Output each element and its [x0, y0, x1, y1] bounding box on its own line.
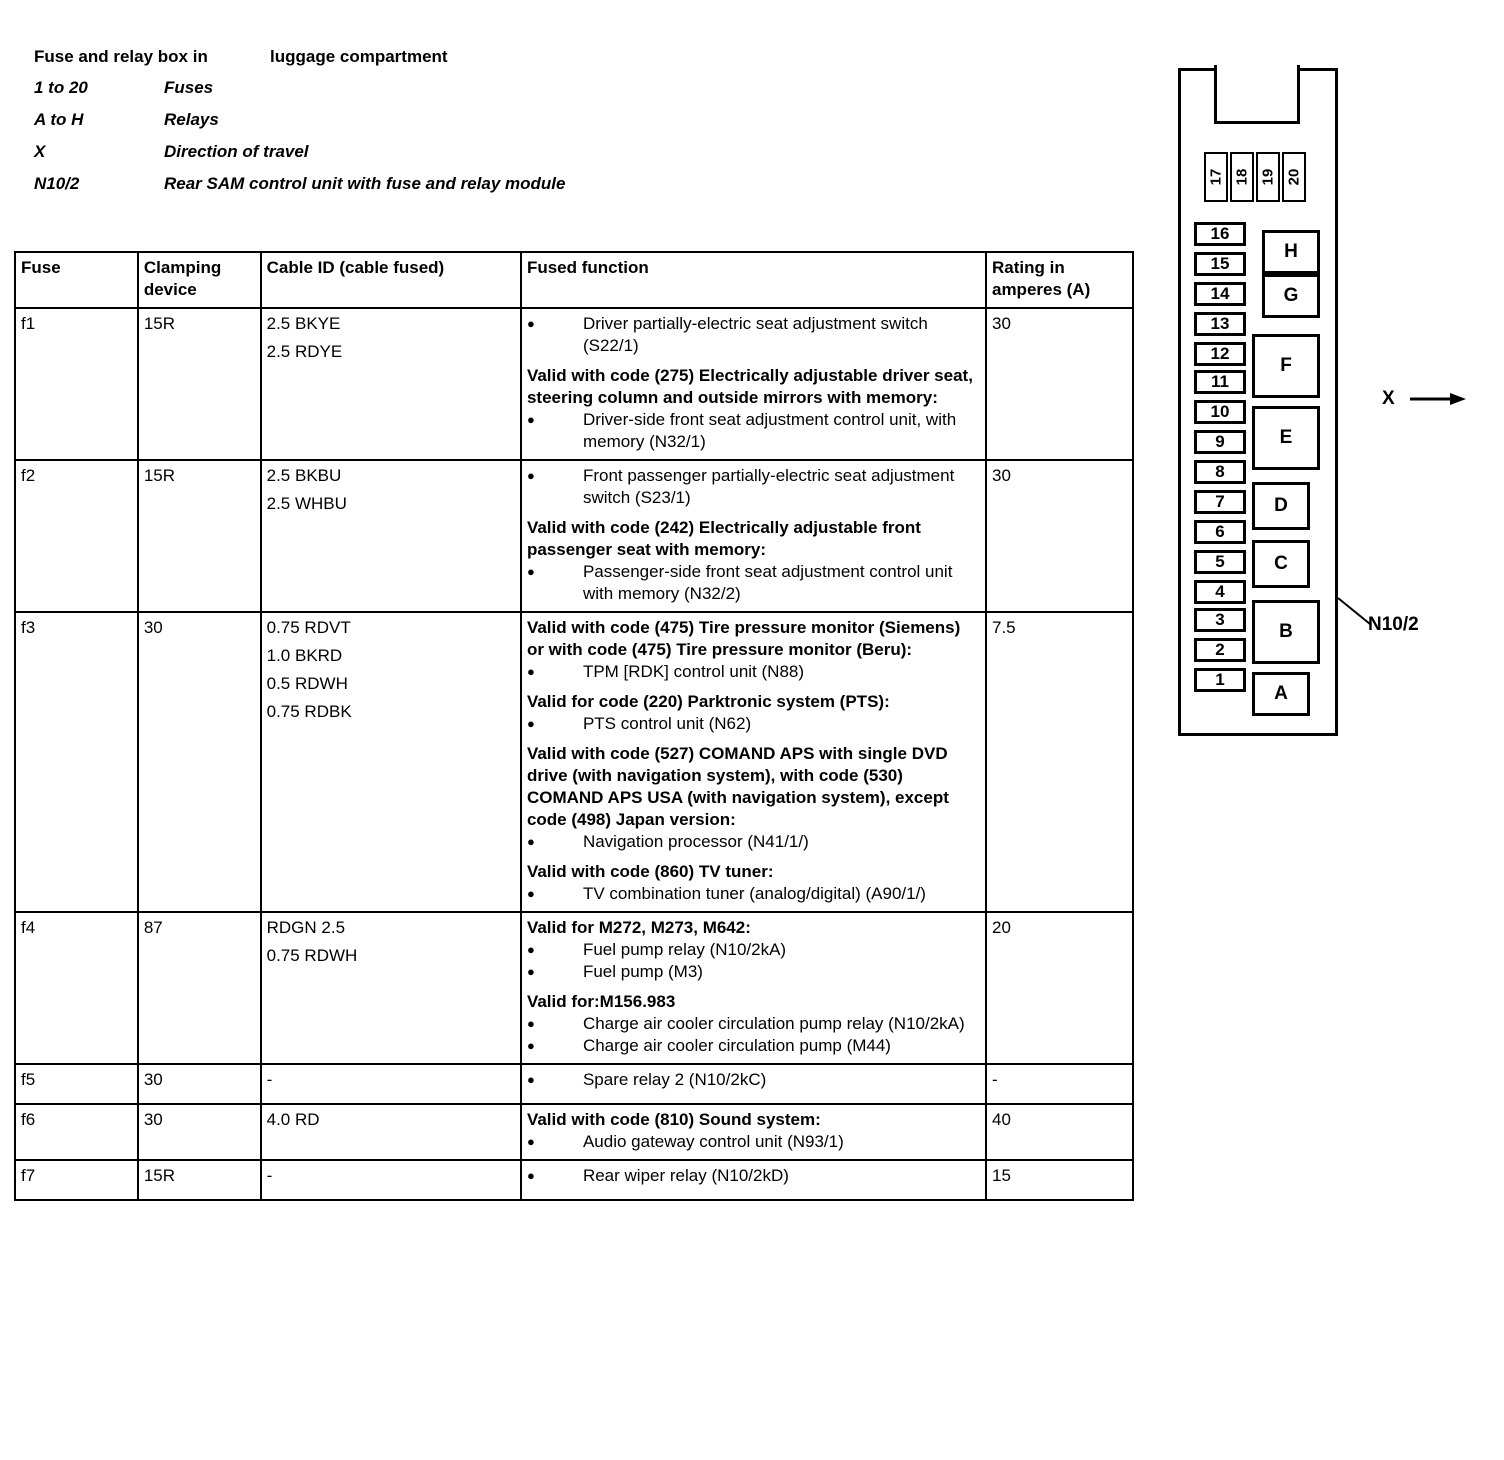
fuse-number: 20	[1285, 168, 1303, 186]
fuse-table-header	[15, 252, 1133, 308]
cable-id: -	[266, 1166, 273, 1185]
function-group	[527, 861, 980, 905]
arrow-right-icon	[1410, 392, 1468, 406]
direction-label-text: X	[1382, 388, 1395, 409]
relay-slot-a: A	[1252, 672, 1310, 716]
fuse-slot-6: 6	[1194, 520, 1246, 544]
legend-title	[34, 42, 565, 72]
relay-slot-e: E	[1252, 406, 1320, 470]
fuse-number: 17	[1207, 168, 1225, 186]
legend-row	[34, 72, 565, 104]
fuse-slot-1: 1	[1194, 668, 1246, 692]
cable-ids	[261, 308, 521, 460]
function-item	[527, 1069, 980, 1091]
function-item	[527, 313, 980, 357]
bullet-icon: ●	[526, 1072, 535, 1087]
validity-condition: Valid with code (242) Electrically adjustable front passenger seat with memory:	[526, 518, 921, 559]
validity-condition: Valid with code (275) Electrically adjustable driver seat, steering column and outside mirrors with memory:	[526, 366, 973, 407]
function-group	[527, 517, 980, 605]
function-text: Passenger-side front seat adjustment control unit with memory (N32/2)	[582, 562, 953, 603]
cable-id: -	[266, 1070, 273, 1089]
fused-function	[521, 1064, 986, 1104]
fuse-row-f3	[15, 612, 1133, 912]
cable-id: 2.5 BKBU	[266, 466, 342, 485]
validity-condition: Valid for code (220) Parktronic system (PTS):	[526, 692, 890, 711]
function-item	[527, 961, 980, 983]
fuse-slot-17	[1204, 152, 1228, 202]
fuse-slot-20	[1282, 152, 1306, 202]
function-text: Spare relay 2 (N10/2kC)	[582, 1070, 767, 1089]
clamping-device: 30	[138, 612, 261, 912]
function-group	[527, 1069, 980, 1091]
function-text: Driver-side front seat adjustment control unit, with memory (N32/1)	[582, 410, 957, 451]
function-text: Rear wiper relay (N10/2kD)	[582, 1166, 789, 1185]
direction-of-travel-label	[1382, 388, 1468, 410]
fuse-row-f7	[15, 1160, 1133, 1200]
relay-slot-h: H	[1262, 230, 1320, 274]
bullet-icon: ●	[526, 564, 535, 579]
fuse-id: f3	[15, 612, 138, 912]
cable-id: 0.75 RDWH	[266, 946, 358, 965]
function-group	[527, 743, 980, 853]
function-text: Fuel pump relay (N10/2kA)	[582, 940, 787, 959]
validity-condition: Valid for M272, M273, M642:	[526, 918, 751, 937]
relay-slot-b: B	[1252, 600, 1320, 664]
legend-row	[34, 104, 565, 136]
fused-function	[521, 1104, 986, 1160]
function-group	[527, 313, 980, 357]
bullet-icon: ●	[526, 1168, 535, 1183]
bullet-icon: ●	[526, 942, 535, 957]
bullet-icon: ●	[526, 886, 535, 901]
function-text: PTS control unit (N62)	[582, 714, 752, 733]
legend-key: X	[34, 142, 46, 161]
clamping-device: 30	[138, 1104, 261, 1160]
fuse-table-body	[15, 308, 1133, 1200]
clamping-device: 15R	[138, 460, 261, 612]
bullet-icon: ●	[526, 964, 535, 979]
fuse-slot-14: 14	[1194, 282, 1246, 306]
function-text: Front passenger partially-electric seat adjustment switch (S23/1)	[582, 466, 955, 507]
function-item	[527, 1013, 980, 1035]
function-item	[527, 1165, 980, 1187]
legend-row	[34, 136, 565, 168]
cable-ids	[261, 460, 521, 612]
header-cable-id: Cable ID (cable fused)	[261, 252, 521, 308]
function-item	[527, 1131, 980, 1153]
fuse-slot-12: 12	[1194, 342, 1246, 366]
clamping-device: 87	[138, 912, 261, 1064]
function-item	[527, 939, 980, 961]
rating-amperes: 7.5	[986, 612, 1133, 912]
function-group	[527, 465, 980, 509]
fuse-slot-3: 3	[1194, 608, 1246, 632]
fuse-row-f4	[15, 912, 1133, 1064]
fuse-slot-8: 8	[1194, 460, 1246, 484]
bullet-icon: ●	[526, 1016, 535, 1031]
cable-id: 1.0 BKRD	[266, 646, 343, 665]
fuse-slot-15: 15	[1194, 252, 1246, 276]
function-text: TV combination tuner (analog/digital) (A90/1/)	[582, 884, 926, 903]
function-group	[527, 1109, 980, 1153]
fuse-row-f5	[15, 1064, 1133, 1104]
cable-id: 0.5 RDWH	[266, 674, 348, 693]
cable-ids	[261, 1160, 521, 1200]
function-text: TPM [RDK] control unit (N88)	[582, 662, 805, 681]
bullet-icon: ●	[526, 664, 535, 679]
bullet-icon: ●	[526, 834, 535, 849]
function-item	[527, 883, 980, 905]
header-rating: Rating in amperes (A)	[986, 252, 1133, 308]
validity-condition: Valid for:M156.983	[526, 992, 676, 1011]
cable-id: RDGN 2.5	[266, 918, 346, 937]
clamping-device: 30	[138, 1064, 261, 1104]
function-text: Driver partially-electric seat adjustment switch (S22/1)	[582, 314, 928, 355]
rating-amperes: 30	[986, 308, 1133, 460]
legend-value: Rear SAM control unit with fuse and relay module	[164, 174, 566, 193]
validity-condition: Valid with code (475) Tire pressure monitor (Siemens) or with code (475) Tire pressure monitor (Beru):	[526, 618, 961, 659]
function-text: Charge air cooler circulation pump relay (N10/2kA)	[582, 1014, 965, 1033]
function-text: Audio gateway control unit (N93/1)	[582, 1132, 844, 1151]
fused-function	[521, 460, 986, 612]
bullet-icon: ●	[526, 316, 535, 331]
fuse-slot-11: 11	[1194, 370, 1246, 394]
box-notch	[1214, 65, 1300, 124]
header-fuse: Fuse	[15, 252, 138, 308]
fuse-slot-16: 16	[1194, 222, 1246, 246]
fuse-number: 18	[1233, 168, 1251, 186]
fuse-slot-13: 13	[1194, 312, 1246, 336]
fuse-row-f6	[15, 1104, 1133, 1160]
header-clamping-device: Clamping device	[138, 252, 261, 308]
fuse-id: f2	[15, 460, 138, 612]
function-item	[527, 1035, 980, 1057]
function-item	[527, 661, 980, 683]
legend-value: Relays	[164, 110, 219, 129]
validity-condition: Valid with code (810) Sound system:	[526, 1110, 821, 1129]
function-group	[527, 1165, 980, 1187]
cable-id: 2.5 BKYE	[266, 314, 341, 333]
bullet-icon: ●	[526, 1038, 535, 1053]
function-text: Navigation processor (N41/1/)	[582, 832, 809, 851]
fuse-slot-9: 9	[1194, 430, 1246, 454]
bullet-icon: ●	[526, 412, 535, 427]
fuse-row-f2	[15, 460, 1133, 612]
legend	[34, 42, 565, 200]
fuse-number: 19	[1259, 168, 1277, 186]
function-group	[527, 917, 980, 983]
clamping-device: 15R	[138, 308, 261, 460]
relay-slot-d: D	[1252, 482, 1310, 530]
function-text: Fuel pump (M3)	[582, 962, 703, 981]
function-item	[527, 561, 980, 605]
cable-id: 2.5 RDYE	[266, 342, 343, 361]
fuse-slot-10: 10	[1194, 400, 1246, 424]
cable-id: 0.75 RDBK	[266, 702, 352, 721]
fused-function	[521, 612, 986, 912]
fuse-id: f7	[15, 1160, 138, 1200]
fuse-slot-2: 2	[1194, 638, 1246, 662]
legend-key: 1 to 20	[34, 78, 88, 97]
cable-ids	[261, 912, 521, 1064]
fused-function	[521, 1160, 986, 1200]
function-group	[527, 991, 980, 1057]
relay-slot-g: G	[1262, 274, 1320, 318]
bullet-icon: ●	[526, 716, 535, 731]
validity-condition: Valid with code (527) COMAND APS with single DVD drive (with navigation system), with code (530) COMAND APS USA (with navigation system), except code (498) Japan version:	[526, 744, 949, 829]
fuse-id: f5	[15, 1064, 138, 1104]
cable-id: 2.5 WHBU	[266, 494, 347, 513]
legend-value: Fuses	[164, 78, 214, 97]
function-group	[527, 617, 980, 683]
bullet-icon: ●	[526, 1134, 535, 1149]
bullet-icon: ●	[526, 468, 535, 483]
relay-slot-f: F	[1252, 334, 1320, 398]
rating-amperes: 20	[986, 912, 1133, 1064]
cable-ids	[261, 612, 521, 912]
validity-condition: Valid with code (860) TV tuner:	[526, 862, 774, 881]
function-group	[527, 691, 980, 735]
legend-value: Direction of travel	[164, 142, 309, 161]
cable-id: 4.0 RD	[266, 1110, 320, 1129]
function-item	[527, 465, 980, 509]
header-fused-function: Fused function	[521, 252, 986, 308]
clamping-device: 15R	[138, 1160, 261, 1200]
fuse-id: f4	[15, 912, 138, 1064]
rating-amperes: 40	[986, 1104, 1133, 1160]
legend-title-left: Fuse and relay box in	[34, 47, 208, 66]
legend-key: N10/2	[34, 174, 80, 193]
fuse-row-f1	[15, 308, 1133, 460]
fuse-slot-18	[1230, 152, 1254, 202]
fuse-slot-19	[1256, 152, 1280, 202]
rating-amperes: 15	[986, 1160, 1133, 1200]
fuse-relay-box-diagram	[1178, 68, 1338, 734]
cable-id: 0.75 RDVT	[266, 618, 351, 637]
fuse-slot-4: 4	[1194, 580, 1246, 604]
fuse-table	[14, 251, 1134, 1201]
function-group	[527, 365, 980, 453]
fused-function	[521, 912, 986, 1064]
legend-key: A to H	[34, 110, 84, 129]
fused-function	[521, 308, 986, 460]
function-item	[527, 713, 980, 735]
function-item	[527, 831, 980, 853]
function-item	[527, 409, 980, 453]
legend-title-right: luggage compartment	[270, 47, 448, 66]
n10-2-label: N10/2	[1368, 614, 1419, 635]
fuse-id: f6	[15, 1104, 138, 1160]
fuse-slot-5: 5	[1194, 550, 1246, 574]
fuse-slot-7: 7	[1194, 490, 1246, 514]
cable-ids	[261, 1064, 521, 1104]
function-text: Charge air cooler circulation pump (M44)	[582, 1036, 891, 1055]
rating-amperes: -	[986, 1064, 1133, 1104]
relay-slot-c: C	[1252, 540, 1310, 588]
rating-amperes: 30	[986, 460, 1133, 612]
fuse-id: f1	[15, 308, 138, 460]
cable-ids	[261, 1104, 521, 1160]
legend-row	[34, 168, 565, 200]
